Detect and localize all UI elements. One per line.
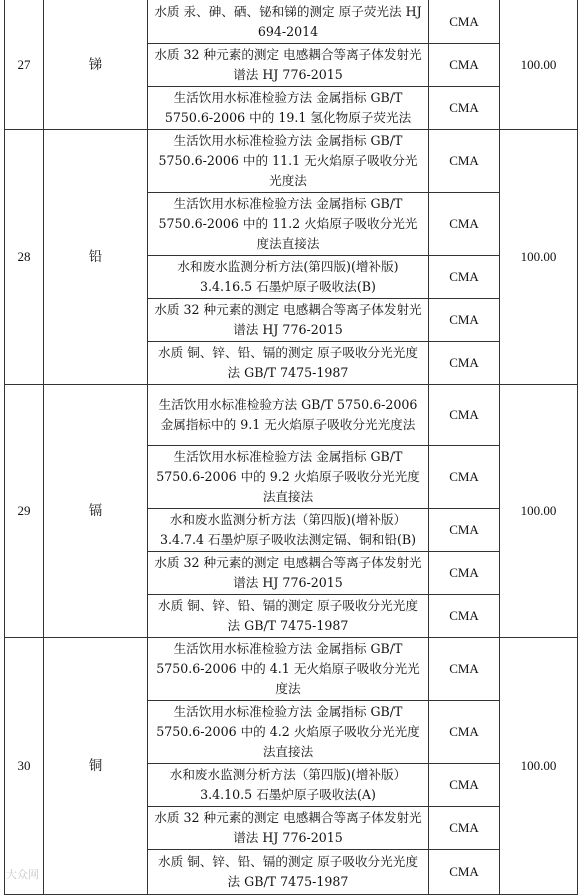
certification-badge: CMA [429,807,500,850]
certification-badge: CMA [429,552,500,595]
method-standard: 生活饮用水标准检验方法 金属指标 GB/T 5750.6-2006 中的 11.2 火焰原子吸收分光光度法直接法 [148,193,429,256]
method-standard: 水质 汞、砷、硒、铋和锑的测定 原子荧光法 HJ 694-2014 [148,0,429,44]
item-fee: 100.00 [500,638,578,895]
method-standard: 水质 32 种元素的测定 电感耦合等离子体发射光谱法 HJ 776-2015 [148,807,429,850]
item-name: 镉 [44,385,148,638]
item-fee: 100.00 [500,0,578,130]
item-name: 铜 [44,638,148,895]
table-row [5,130,578,193]
certification-badge: CMA [429,638,500,701]
certification-badge: CMA [429,701,500,764]
certification-badge: CMA [429,44,500,87]
certification-badge: CMA [429,299,500,342]
item-number: 27 [5,0,44,130]
method-standard: 水和废水监测分析方法（第四版)(增补版） 3.4.7.4 石墨炉原子吸收法测定镉、铜和铅(B) [148,509,429,552]
method-standard: 水质 32 种元素的测定 电感耦合等离子体发射光谱法 HJ 776-2015 [148,299,429,342]
method-standard: 水质 32 种元素的测定 电感耦合等离子体发射光谱法 HJ 776-2015 [148,44,429,87]
item-number: 30 [5,638,44,895]
method-standard: 水和废水监测分析方法(第四版)(增补版) 3.4.16.5 石墨炉原子吸收法(B) [148,256,429,299]
certification-badge: CMA [429,446,500,509]
item-fee: 100.00 [500,130,578,385]
method-standard: 水质 铜、锌、铅、镉的测定 原子吸收分光光度法 GB/T 7475-1987 [148,595,429,638]
certification-badge: CMA [429,509,500,552]
method-standard: 生活饮用水标准检验方法 金属指标 GB/T 5750.6-2006 中的 11.1 无火焰原子吸收分光光度法 [148,130,429,193]
item-number: 28 [5,130,44,385]
method-standard: 生活饮用水标准检验方法 金属指标 GB/T 5750.6-2006 中的 4.1 无火焰原子吸收分光光度法 [148,638,429,701]
certification-badge: CMA [429,385,500,446]
certification-badge: CMA [429,130,500,193]
certification-badge: CMA [429,87,500,130]
test-methods-table [4,0,578,895]
method-standard: 水质 32 种元素的测定 电感耦合等离子体发射光谱法 HJ 776-2015 [148,552,429,595]
method-standard: 水和废水监测分析方法（第四版)(增补版） 3.4.10.5 石墨炉原子吸收法(A) [148,764,429,807]
table-row [5,385,578,446]
certification-badge: CMA [429,342,500,385]
table-body [5,0,578,895]
certification-badge: CMA [429,850,500,895]
method-standard: 水质 铜、锌、铅、镉的测定 原子吸收分光光度法 GB/T 7475-1987 [148,342,429,385]
item-name: 锑 [44,0,148,130]
method-standard: 生活饮用水标准检验方法 金属指标 GB/T 5750.6-2006 中的 9.2 火焰原子吸收分光光度法直接法 [148,446,429,509]
method-standard: 水质 铜、锌、铅、镉的测定 原子吸收分光光度法 GB/T 7475-1987 [148,850,429,895]
method-standard: 生活饮用水标准检验方法 GB/T 5750.6-2006 金属指标中的 9.1 无火焰原子吸收分光光度法 [148,385,429,446]
method-standard: 生活饮用水标准检验方法 金属指标 GB/T 5750.6-2006 中的 4.2 火焰原子吸收分光光度法直接法 [148,701,429,764]
certification-badge: CMA [429,0,500,44]
certification-badge: CMA [429,764,500,807]
item-name: 铅 [44,130,148,385]
method-standard: 生活饮用水标准检验方法 金属指标 GB/T 5750.6-2006 中的 19.1 氢化物原子荧光法 [148,87,429,130]
watermark: 大众网 [6,868,39,881]
item-fee: 100.00 [500,385,578,638]
table-row [5,638,578,701]
item-number: 29 [5,385,44,638]
certification-badge: CMA [429,256,500,299]
table-row [5,0,578,44]
certification-badge: CMA [429,595,500,638]
certification-badge: CMA [429,193,500,256]
